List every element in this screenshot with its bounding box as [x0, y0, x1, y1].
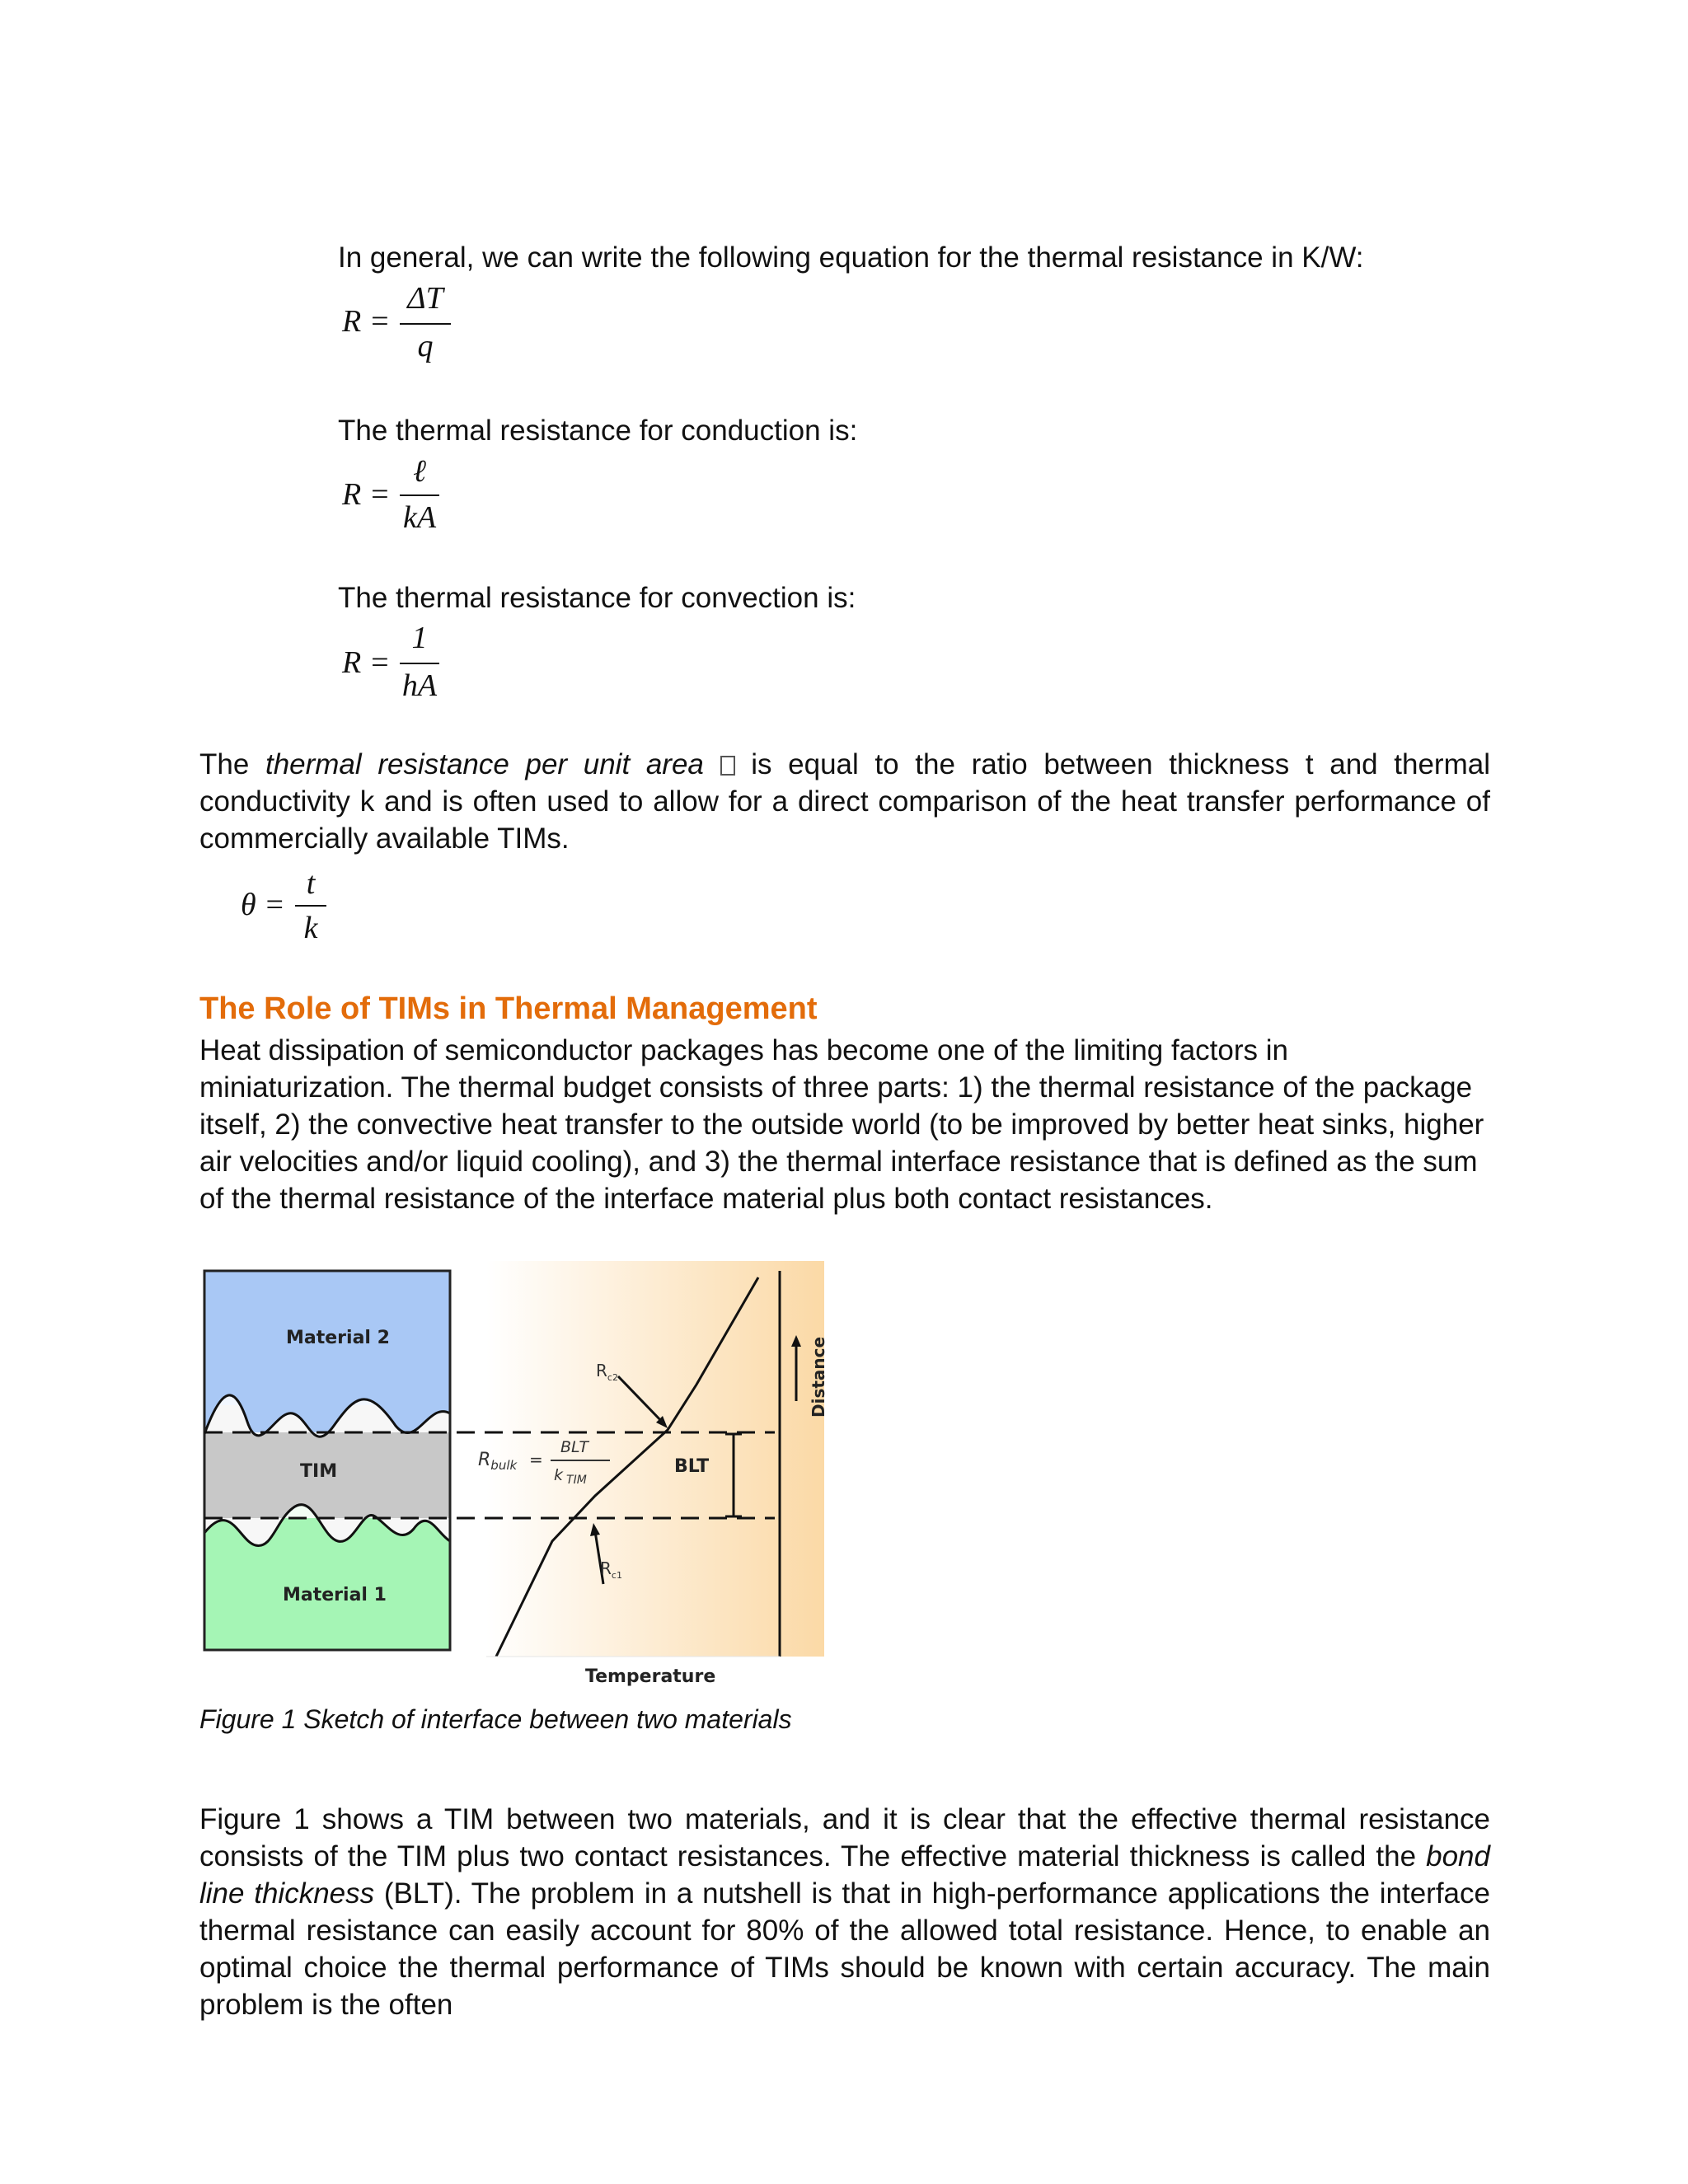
italic-term: thermal resistance per unit area: [265, 748, 704, 780]
intro-conduction-text: The thermal resistance for conduction is:: [338, 415, 858, 447]
equation-denominator: k: [303, 911, 318, 945]
material-1-label: Material 1: [283, 1585, 387, 1605]
fraction-bar: [400, 323, 451, 325]
equation-denominator: hA: [401, 668, 438, 703]
rbulk-symbol: R: [478, 1450, 491, 1470]
equation-conduction: [342, 453, 457, 544]
paragraph-text: (BLT). The problem in a nutshell is that in high-performance applications the interface thermal resistance can easily account for 80% of the allowed total resistance. Hence, to enable an optimal choice the thermal performance of TIMs should be known with certain accuracy. The main problem is the often: [199, 1877, 1490, 2021]
missing-glyph-icon: [720, 756, 735, 776]
paragraph-text: The: [199, 748, 265, 780]
equation-numerator: t: [306, 866, 316, 901]
equation-lhs: θ =: [241, 888, 285, 922]
distance-label: Distance: [809, 1336, 828, 1418]
paragraph-text: is equal to the ratio between thickness t and thermal conductivity k and is often used to allow for a direct comparison of the heat transfer performance of commercially available TIMs.: [199, 748, 1490, 855]
rc2-subscript: c2: [607, 1372, 618, 1383]
fraction-bar: [295, 905, 326, 907]
equation-theta: [241, 865, 340, 956]
material-2-label: Material 2: [286, 1328, 390, 1348]
rbulk-subscript: bulk: [490, 1458, 518, 1473]
intro-convection-text: The thermal resistance for convection is:: [338, 582, 856, 614]
italic-term: bond line thickness: [199, 1840, 1490, 1910]
per-unit-area-paragraph: [199, 746, 1490, 857]
equation-lhs: R =: [342, 477, 391, 512]
closing-paragraph: [199, 1801, 1490, 2023]
temperature-label: Temperature: [585, 1666, 716, 1687]
figure-caption: Figure 1 Sketch of interface between two materials: [199, 1704, 792, 1734]
equation-convection: [342, 620, 457, 710]
equation-lhs: R =: [342, 304, 391, 339]
fraction-bar: [400, 494, 439, 496]
equation-numerator: ℓ: [413, 454, 426, 489]
equation-general: [342, 280, 457, 371]
ktim-symbol: k: [554, 1466, 564, 1484]
equation-lhs: R =: [342, 645, 391, 680]
fraction-bar: [400, 663, 439, 664]
equation-numerator: 1: [411, 621, 428, 655]
rc1-subscript: c1: [611, 1570, 622, 1581]
rbulk-equals: =: [529, 1450, 543, 1469]
tim-label: TIM: [300, 1461, 338, 1482]
equation-numerator: ΔT: [407, 281, 443, 316]
intro-general-text: In general, we can write the following equation for the thermal resistance in K/W:: [338, 241, 1364, 274]
section-heading: The Role of TIMs in Thermal Management: [199, 991, 818, 1026]
rc1-symbol: R: [600, 1558, 612, 1578]
ktim-subscript: TIM: [566, 1474, 587, 1487]
blt-label: BLT: [674, 1456, 710, 1477]
interface-figure: [198, 1261, 874, 1698]
equation-denominator: kA: [402, 500, 437, 535]
equation-denominator: q: [417, 329, 434, 363]
rc2-symbol: R: [596, 1361, 607, 1380]
section-body: Heat dissipation of semiconductor packages has become one of the limiting factors in miniaturization. The thermal budget consists of three parts: 1) the thermal resistance of the package itself, 2) the convective heat transfer to the outside world (to be improved by better heat sinks, higher air velocities and/or liquid cooling), and 3) the thermal interface resistance that is defined as the sum of the thermal resistance of the interface material plus both contact resistances.: [199, 1034, 1484, 1215]
paragraph-text: Figure 1 shows a TIM between two materials, and it is clear that the effective thermal resistance consists of the TIM plus two contact resistances. The effective material thickness is called the: [199, 1803, 1490, 1872]
blt-numerator-label: BLT: [560, 1438, 588, 1456]
